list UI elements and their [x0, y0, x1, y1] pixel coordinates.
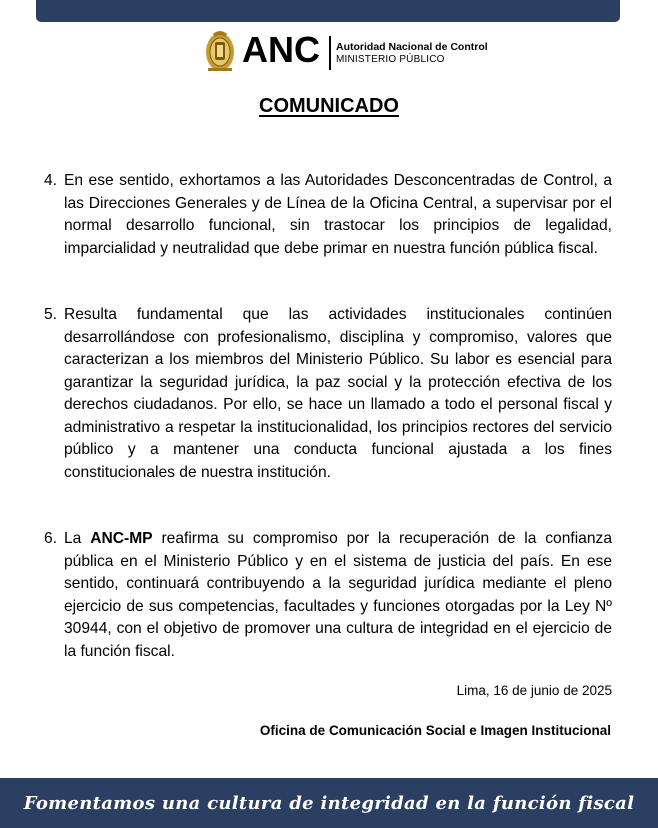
national-emblem-icon [204, 28, 236, 74]
paragraph-number: 5. [44, 306, 58, 323]
footer-bar [0, 778, 658, 828]
paragraph-text: Resulta fundamental que las actividades institucionales continúen desarrollándose con profesionalismo, disciplina y compromiso, valores que caracterizan a los miembros del Ministerio Público. Su labor es esencial para garantizar la seguridad jurídica, la paz social y la protección efectiva de los derechos ciudadanos. Por ello, se hace un llamado a todo el personal fiscal y administrativo a respetar la institucionalidad, los principios rectores del servicio público y a mantener una conducta funcional ajustada a los fines constitucionales de nuestra institución. [64, 306, 612, 481]
anc-logo [204, 28, 504, 74]
date-line: Lima, 16 de junio de 2025 [456, 683, 612, 698]
paragraph-number: 6. [44, 530, 58, 547]
page-title: COMUNICADO [259, 95, 399, 117]
footer-slogan: Fomentamos una cultura de integridad en la función fiscal [23, 792, 635, 814]
paragraph-6 [44, 528, 612, 663]
logo-divider [329, 36, 331, 70]
paragraph-5 [44, 304, 612, 484]
logo-acronym: ANC [242, 29, 320, 70]
paragraph-4 [44, 170, 612, 260]
top-bar [36, 0, 620, 22]
paragraph-prefix: La [64, 530, 91, 547]
anc-mp-emphasis: ANC-MP [90, 530, 153, 547]
paragraph-text: En ese sentido, exhortamos a las Autoridades Desconcentradas de Control, a las Direcciones Generales y de Línea de la Oficina Central, a supervisar por el normal desarrollo funcional, sin trastocar los principios de legalidad, imparcialidad y neutralidad que debe primar en nuestra función pública fiscal. [64, 172, 612, 257]
paragraph-number: 4. [44, 172, 58, 189]
org-name: Autoridad Nacional de Control [336, 41, 488, 53]
signature: Oficina de Comunicación Social e Imagen Institucional [259, 723, 611, 738]
ministry-name: MINISTERIO PÚBLICO [336, 54, 445, 65]
paragraph-text: reafirma su compromiso por la recuperación de la confianza pública en el Ministerio Público y en el sistema de justicia del país. En ese sentido, continuará contribuyendo a la seguridad jurídica mediante el pleno ejercicio de sus competencias, facultades y funciones otorgadas por la Ley Nº 30944, con el objetivo de promover una cultura de integridad en el ejercicio de la función fiscal. [64, 530, 612, 660]
